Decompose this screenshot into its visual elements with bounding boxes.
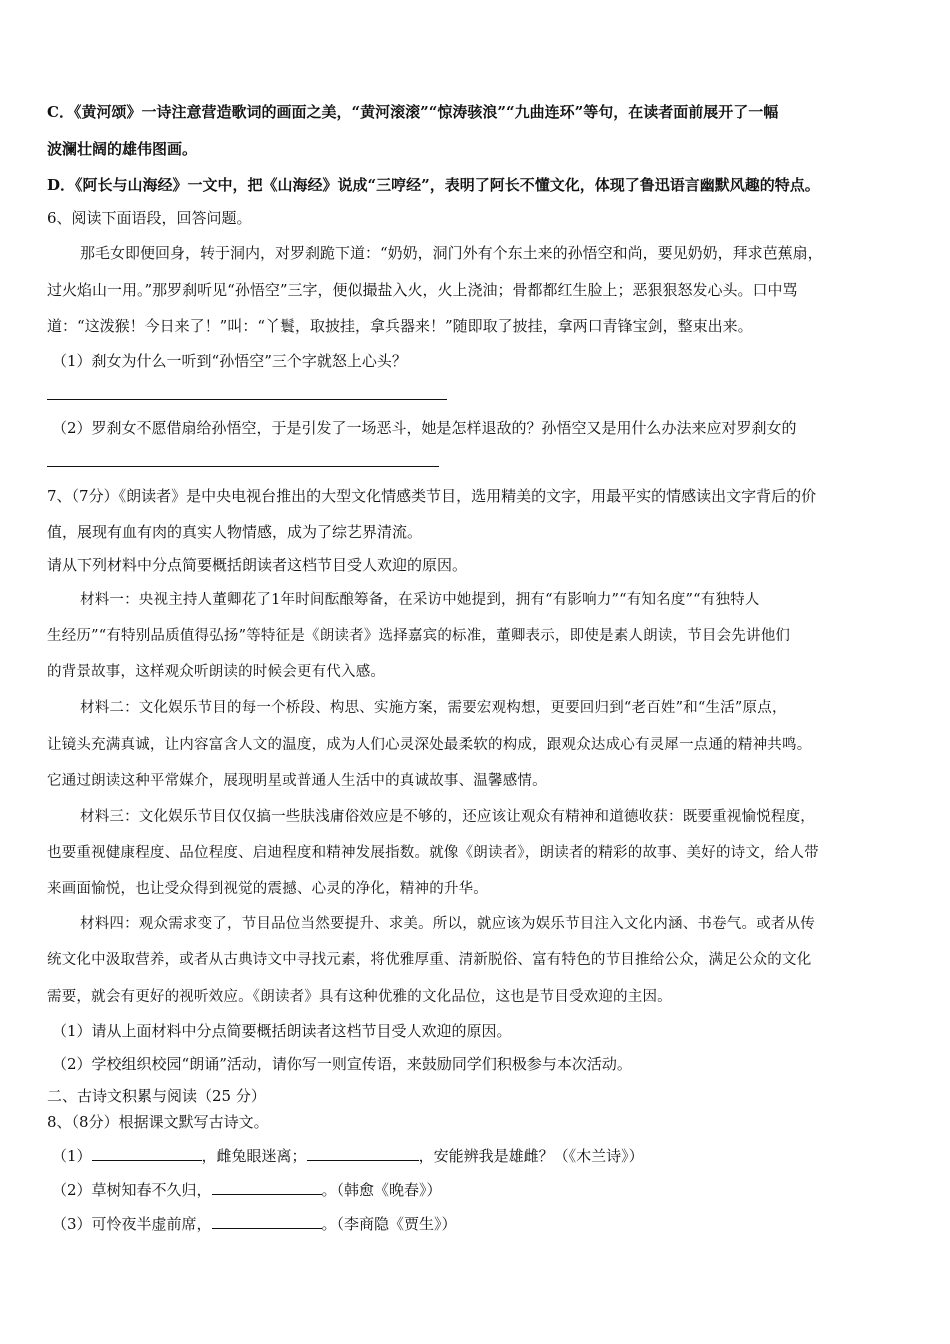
- material-1-line-2: 生经历”“有特别品质值得弘扬”等特征是《朗读者》选择嘉宾的标准，董卿表示，即使是素人朗读，节目会先讲他们: [47, 628, 791, 644]
- blank-8-3[interactable]: [212, 1212, 322, 1229]
- passage-6-line-1: 那毛女即便回身，转于洞内，对罗刹跪下道：“奶奶，洞门外有个东土来的孙悟空和尚，要见奶奶，拜求芭蕉扇，: [80, 244, 823, 262]
- material-3-line-2: 也要重视健康程度、品位程度、启迪程度和精神发展指数。就像《朗读者》，朗读者的精彩的故事、美好的诗文，给人带: [47, 845, 819, 861]
- q8-3-suffix: 。（李商隐《贾生》）: [321, 1215, 457, 1233]
- question-8-2: [52, 1178, 912, 1201]
- material-1-line-3: 的背景故事，这样观众听朗读的时候会更有代入感。: [47, 664, 386, 680]
- option-c-line-1: C．《黄河颂》一诗注意营造歌词的画面之美，“黄河滚滚”“惊涛骇浪”“九曲连环”等句，在读者面前展开了一幅: [47, 103, 779, 121]
- question-8-title: 8、（8分）根据课文默写古诗文。: [47, 1113, 269, 1131]
- option-c-line-2: 波澜壮阔的雄伟图画。: [47, 140, 198, 158]
- material-3-line-1: 材料三：文化娱乐节目仅仅搞一些肤浅庸俗效应是不够的，还应该让观众有精神和道德收获：既要重视愉悦程度，: [80, 809, 815, 825]
- question-7-line-2: 值，展现有血有肉的真实人物情感，成为了综艺界清流。: [47, 523, 423, 541]
- answer-line-6-1[interactable]: [47, 399, 447, 400]
- q8-3-prefix: （3）可怜夜半虚前席，: [52, 1215, 212, 1233]
- blank-8-1-a[interactable]: [92, 1144, 202, 1161]
- answer-line-6-2[interactable]: [47, 466, 439, 467]
- question-6-1: （1）刹女为什么一听到“孙悟空”三个字就怒上心头？: [52, 352, 407, 370]
- question-7-2: （2）学校组织校园“朗诵”活动，请你写一则宣传语，来鼓励同学们积极参与本次活动。: [52, 1055, 632, 1073]
- q8-2-prefix: （2）草树知春不久归，: [52, 1181, 212, 1199]
- question-7-instruction: 请从下列材料中分点简要概括朗读者这档节目受人欢迎的原因。: [47, 556, 468, 574]
- q8-1-prefix: （1）: [52, 1147, 92, 1165]
- material-4-line-3: 需要，就会有更好的视听效应。《朗读者》具有这种优雅的文化品位，这也是节目受欢迎的主因。: [47, 989, 672, 1005]
- section-2-heading: 二、古诗文积累与阅读（25 分）: [47, 1087, 266, 1105]
- material-2-line-2: 让镜头充满真诚，让内容富含人文的温度，成为人们心灵深处最柔软的构成，跟观众达成心有灵犀一点通的精神共鸣。: [47, 737, 812, 753]
- passage-6-line-2: 过火焰山一用。”那罗刹听见“孙悟空”三字，便似撮盐入火，火上浇油；骨都都红生脸上；恶狠狠怒发心头。口中骂: [47, 281, 798, 299]
- question-8-3: [52, 1212, 912, 1235]
- blank-8-2[interactable]: [212, 1178, 322, 1195]
- material-3-line-3: 来画面愉悦，也让受众得到视觉的震撼、心灵的净化，精神的升华。: [47, 881, 488, 897]
- passage-6-line-3: 道：“这泼猴！今日来了！”叫：“丫鬟，取披挂，拿兵器来！”随即取了披挂，拿两口青锋宝剑，整束出来。: [47, 317, 753, 335]
- material-4-line-1: 材料四：观众需求变了，节目品位当然要提升、求美。所以，就应该为娱乐节目注入文化内涵、书卷气。或者从传: [80, 916, 815, 932]
- q8-1-suffix: ，安能辨我是雄雌？（《木兰诗》）: [418, 1147, 644, 1165]
- question-6-title: 6、阅读下面语段，回答问题。: [47, 209, 252, 227]
- question-7-1: （1）请从上面材料中分点简要概括朗读者这档节目受人欢迎的原因。: [52, 1022, 512, 1040]
- q8-1-middle: ，雌兔眼迷离；: [201, 1147, 307, 1165]
- material-2-line-3: 它通过朗读这种平常媒介，展现明星或普通人生活中的真诚故事、温馨感情。: [47, 773, 547, 789]
- material-4-line-2: 统文化中汲取营养，或者从古典诗文中寻找元素，将优雅厚重、清新脱俗、富有特色的节目推给公众，满足公众的文化: [47, 952, 812, 968]
- option-d-line: D．《阿长与山海经》一文中，把《山海经》说成“三哼经”，表明了阿长不懂文化，体现了鲁迅语言幽默风趣的特点。: [47, 176, 820, 194]
- q8-2-suffix: 。（韩愈《晚春》）: [321, 1181, 442, 1199]
- question-7-line-1: 7、（7分）《朗读者》是中央电视台推出的大型文化情感类节目，选用精美的文字，用最平实的情感读出文字背后的价: [47, 487, 817, 505]
- question-6-2: （2）罗刹女不愿借扇给孙悟空，于是引发了一场恶斗，她是怎样退敌的？孙悟空又是用什么办法来应对罗刹女的: [52, 419, 797, 437]
- blank-8-1-b[interactable]: [307, 1144, 419, 1161]
- material-2-line-1: 材料二：文化娱乐节目的每一个桥段、构思、实施方案，需要宏观构想，更要回归到“老百姓”和“生活”原点，: [80, 700, 787, 716]
- material-1-line-1: 材料一：央视主持人董卿花了1年时间酝酿筹备，在采访中她提到，拥有“有影响力”“有知名度”“有独特人: [80, 592, 760, 608]
- question-8-1: [52, 1144, 912, 1167]
